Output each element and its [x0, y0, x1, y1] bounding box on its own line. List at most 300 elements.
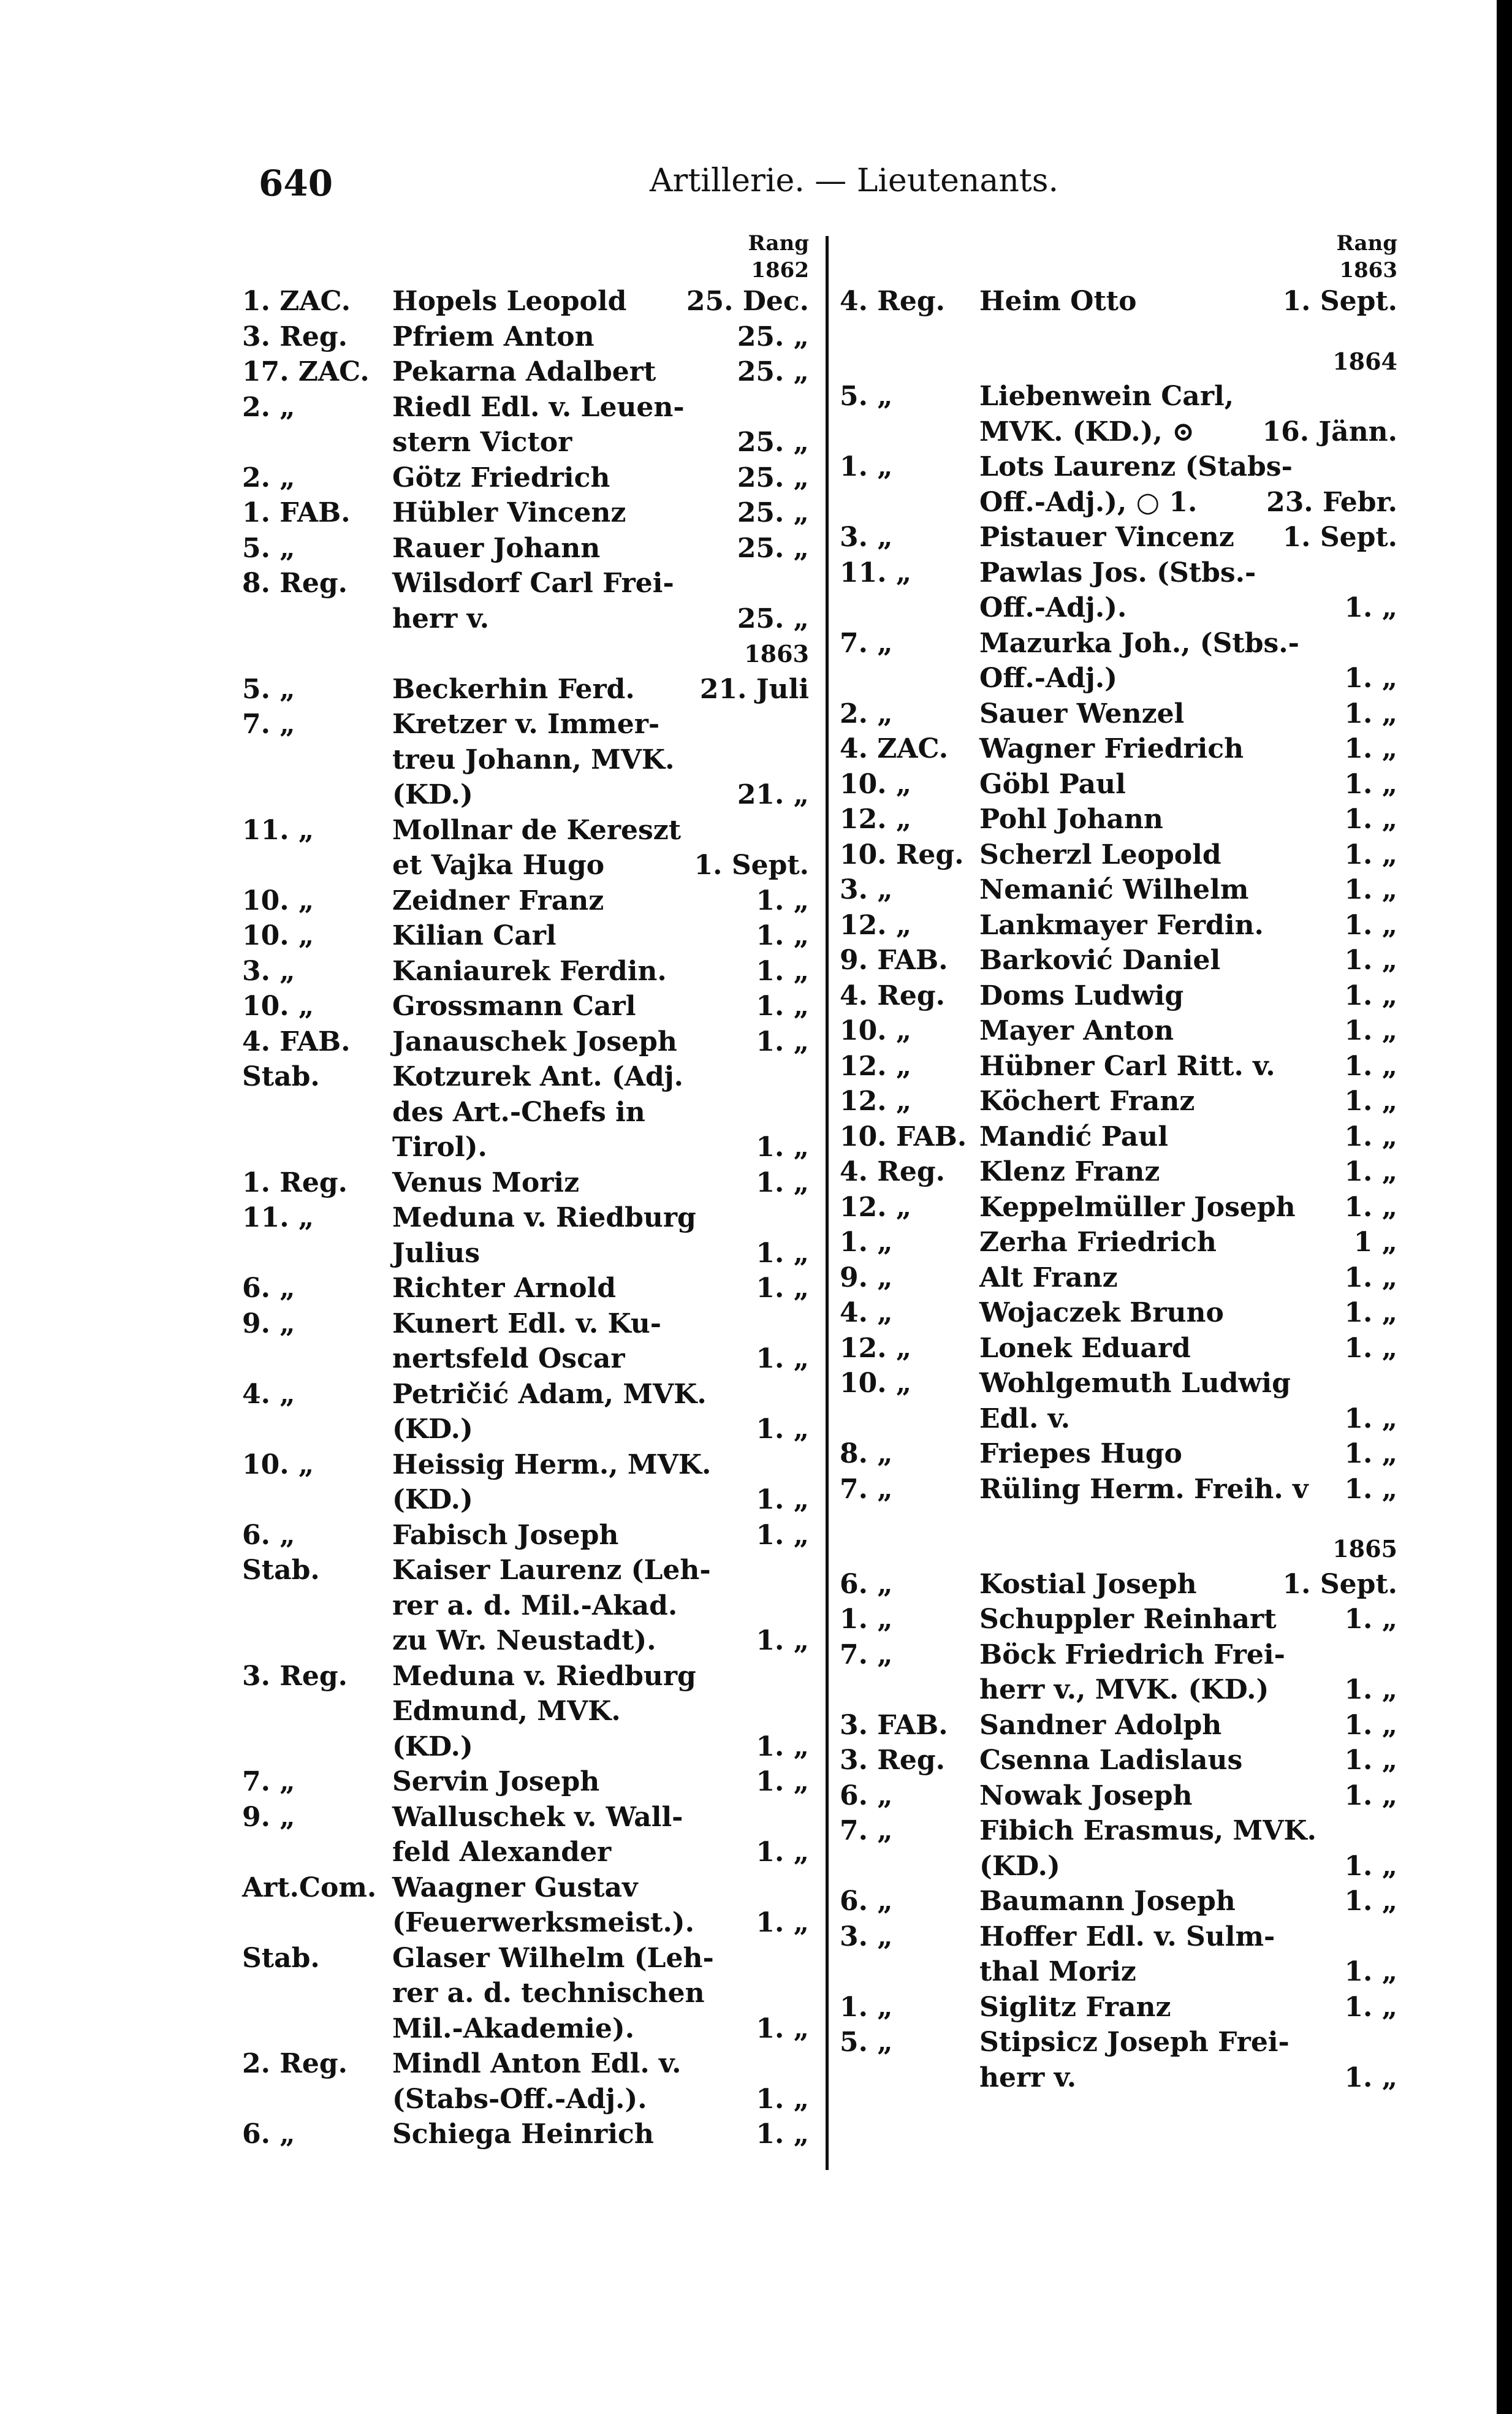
officer-name: Stipsicz Joseph Frei-	[979, 2027, 1290, 2058]
list-item	[840, 1436, 1397, 1472]
corps-unit: 6. „	[242, 1273, 295, 1304]
officer-name: Lots Laurenz (Stabs-	[979, 451, 1293, 482]
corps-unit: 2. „	[242, 391, 295, 423]
officer-name: (Feuerwerksmeist.).	[392, 1907, 694, 1938]
rank-year: 1863	[744, 640, 809, 668]
list-item	[242, 883, 809, 919]
officer-name: Servin Joseph	[392, 1766, 600, 1797]
corps-unit: 3. „	[840, 1921, 893, 1952]
corps-unit: 5. „	[242, 673, 295, 705]
rank-date: 1. „	[1344, 1850, 1397, 1882]
rank-date: 1. „	[1344, 1403, 1397, 1434]
corps-unit: 1. „	[840, 1604, 893, 1635]
list-item	[840, 1813, 1397, 1849]
list-item	[242, 1059, 809, 1095]
officer-name: Riedl Edl. v. Leuen-	[392, 391, 685, 423]
officer-name: thal Moriz	[979, 1956, 1136, 1987]
rank-date: 1 „	[1353, 1227, 1397, 1258]
list-item	[242, 1623, 809, 1659]
corps-unit: 4. Reg.	[840, 286, 945, 317]
officer-name: Sandner Adolph	[979, 1709, 1222, 1741]
officer-name: Baumann Joseph	[979, 1886, 1236, 1917]
rank-date: 1. „	[1344, 980, 1397, 1011]
rank-date: 1. „	[756, 1837, 809, 1868]
list-item	[242, 1659, 809, 1694]
list-item	[840, 1849, 1397, 1884]
corps-unit: 3. FAB.	[840, 1709, 948, 1741]
list-item	[840, 1295, 1397, 1331]
corps-unit: 5. „	[840, 2027, 893, 2058]
officer-name: Mayer Anton	[979, 1015, 1174, 1046]
officer-name: Mindl Anton Edl. v.	[392, 2048, 682, 2079]
page-number: 640	[259, 162, 333, 204]
list-item	[840, 661, 1397, 696]
officer-name: Mollnar de Kereszt	[392, 814, 682, 846]
list-item	[840, 1084, 1397, 1119]
corps-unit: 3. „	[840, 522, 893, 553]
corps-unit: 1. Reg.	[242, 1167, 348, 1198]
list-item	[242, 2011, 809, 2047]
officer-name: Kretzer v. Immer-	[392, 709, 660, 740]
rank-date: 1. „	[1344, 1886, 1397, 1917]
rank-date: 1. „	[756, 885, 809, 916]
list-item	[242, 1518, 809, 1553]
list-item	[840, 2060, 1397, 2096]
corps-unit: 9. „	[242, 1801, 295, 1833]
rank-date: 1. „	[756, 1167, 809, 1198]
list-item	[840, 1672, 1397, 1708]
officer-name: Siglitz Franz	[979, 1991, 1171, 2023]
list-item	[840, 520, 1397, 555]
rank-date: 1. „	[1344, 1156, 1397, 1187]
officer-name: Petričić Adam, MVK.	[392, 1378, 707, 1410]
officer-name: Off.-Adj.)	[979, 663, 1117, 694]
corps-unit: 12. „	[840, 1086, 912, 1117]
list-item	[840, 1884, 1397, 1919]
page-title: Artillerie. — Lieutenants.	[650, 162, 1059, 199]
list-item	[242, 1236, 809, 1271]
corps-unit: 8. Reg.	[242, 568, 348, 599]
corps-unit: 10. „	[840, 768, 912, 800]
list-item	[242, 1412, 809, 1447]
officer-name: Richter Arnold	[392, 1273, 617, 1304]
list-item	[242, 1130, 809, 1165]
rank-date: 1. „	[1344, 1191, 1397, 1223]
list-item	[242, 1165, 809, 1201]
list-item	[840, 978, 1397, 1014]
list-item	[840, 1637, 1397, 1673]
list-item	[242, 390, 809, 425]
officer-name: (KD.)	[392, 1484, 473, 1515]
rank-date: 1. „	[1344, 1332, 1397, 1364]
list-item	[840, 1778, 1397, 1814]
rank-date: 1. „	[1344, 1297, 1397, 1328]
list-item	[242, 672, 809, 707]
list-item	[840, 1919, 1397, 1955]
rank-date: 1. „	[1344, 663, 1397, 694]
corps-unit: 6. „	[840, 1886, 893, 1917]
officer-name: nertsfeld Oscar	[392, 1343, 625, 1374]
list-item	[242, 954, 809, 989]
corps-unit: 7. „	[840, 627, 893, 659]
rank-date: 1. „	[1344, 1438, 1397, 1469]
rank-date: 1. „	[1344, 698, 1397, 729]
officer-name: Rauer Johann	[392, 532, 601, 564]
officer-name: Kunert Edl. v. Ku-	[392, 1308, 662, 1339]
officer-name: Keppelmüller Joseph	[979, 1191, 1296, 1223]
corps-unit: Stab.	[242, 1942, 320, 1974]
officer-name: Hoffer Edl. v. Sulm-	[979, 1921, 1275, 1952]
corps-unit: 12. „	[840, 1050, 912, 1082]
corps-unit: 4. „	[242, 1378, 295, 1410]
corps-unit: 11. „	[840, 557, 912, 588]
right-column	[840, 230, 1397, 2095]
list-item	[840, 943, 1397, 978]
rank-date: 1. „	[756, 1484, 809, 1515]
list-item	[242, 1553, 809, 1588]
corps-unit: 2. „	[242, 462, 295, 493]
rank-date: 1. „	[1344, 768, 1397, 800]
corps-unit: 7. „	[840, 1815, 893, 1846]
corps-unit: 6. „	[242, 1519, 295, 1551]
list-item	[840, 2025, 1397, 2060]
corps-unit: 1. ZAC.	[242, 286, 351, 317]
list-item	[840, 1190, 1397, 1225]
rank-date: 1. „	[1344, 1745, 1397, 1776]
rang-header	[242, 230, 809, 284]
officer-name: Kilian Carl	[392, 920, 557, 951]
officer-name: rer a. d. technischen	[392, 1978, 705, 2009]
spacer	[840, 1507, 1397, 1531]
corps-unit: 9. „	[242, 1308, 295, 1339]
officer-name: feld Alexander	[392, 1837, 612, 1868]
rank-year: 1865	[1332, 1535, 1397, 1563]
officer-name: herr v.	[979, 2062, 1077, 2093]
corps-unit: 10. FAB.	[840, 1121, 967, 1152]
rang-label: Rang	[1336, 231, 1397, 256]
officer-name: Böck Friedrich Frei-	[979, 1639, 1285, 1670]
list-item	[242, 354, 809, 390]
scan-edge	[1497, 0, 1512, 2414]
list-item	[242, 601, 809, 637]
officer-name: Fabisch Joseph	[392, 1519, 619, 1551]
corps-unit: 4. Reg.	[840, 980, 945, 1011]
rank-date: 1. „	[756, 920, 809, 951]
corps-unit: 10. „	[242, 885, 314, 916]
rank-date: 1. „	[1344, 839, 1397, 870]
list-item	[242, 707, 809, 742]
rank-date: 25. Dec.	[686, 286, 809, 317]
rank-date: 1. „	[756, 1273, 809, 1304]
list-item	[840, 872, 1397, 908]
officer-name: Wohlgemuth Ludwig	[979, 1368, 1291, 1399]
list-item	[840, 1366, 1397, 1401]
officer-name: Meduna v. Riedburg	[392, 1202, 696, 1233]
rank-year: 1864	[1332, 347, 1397, 375]
officer-name: Lonek Eduard	[979, 1332, 1191, 1364]
corps-unit: 5. „	[840, 381, 893, 412]
corps-unit: 2. „	[840, 698, 893, 729]
list-item	[242, 848, 809, 883]
list-item	[840, 626, 1397, 661]
officer-name: Beckerhin Ferd.	[392, 673, 635, 705]
rang-header	[840, 230, 1397, 284]
corps-unit: 9. FAB.	[840, 945, 948, 976]
corps-unit: 1. „	[840, 1227, 893, 1258]
rank-date: 23. Febr.	[1266, 486, 1397, 518]
officer-name: Fibich Erasmus, MVK.	[979, 1815, 1316, 1846]
rank-date: 1. „	[1344, 1991, 1397, 2023]
officer-name: Mazurka Joh., (Stbs.-	[979, 627, 1299, 659]
officer-name: des Art.-Chefs in	[392, 1096, 645, 1128]
corps-unit: 3. Reg.	[242, 1660, 348, 1692]
column-divider	[826, 236, 829, 2170]
list-item	[840, 1331, 1397, 1366]
officer-name: Pfriem Anton	[392, 321, 595, 352]
rank-date: 1. „	[756, 1132, 809, 1163]
officer-name: Heissig Herm., MVK.	[392, 1449, 712, 1480]
officer-name: Zeidner Franz	[392, 885, 604, 916]
officer-name: Mil.-Akademie).	[392, 2012, 635, 2044]
list-item	[840, 1119, 1397, 1155]
rank-date: 1. „	[1344, 804, 1397, 835]
corps-unit: 3. „	[840, 874, 893, 905]
corps-unit: 9. „	[840, 1262, 893, 1293]
officer-name: Wojaczek Bruno	[979, 1297, 1224, 1328]
officer-name: et Vajka Hugo	[392, 850, 605, 881]
officer-name: (KD.)	[392, 1414, 473, 1445]
list-item	[242, 1694, 809, 1729]
list-item	[242, 1377, 809, 1412]
rang-year: 1862	[751, 258, 809, 283]
list-item	[840, 1472, 1397, 1507]
list-item	[242, 1306, 809, 1342]
list-item	[242, 1941, 809, 1976]
corps-unit: 10. „	[242, 1449, 314, 1480]
list-item	[840, 555, 1397, 591]
rank-date: 1. „	[1344, 1780, 1397, 1811]
officer-name: Edmund, MVK.	[392, 1696, 621, 1727]
corps-unit: 12. „	[840, 1191, 912, 1223]
rank-date: 1. Sept.	[694, 850, 809, 881]
officer-name: Mandić Paul	[979, 1121, 1168, 1152]
corps-unit: 17. ZAC.	[242, 356, 370, 387]
rank-date: 1. „	[1344, 909, 1397, 941]
corps-unit: Stab.	[242, 1555, 320, 1586]
rank-date: 1. „	[1344, 1604, 1397, 1635]
officer-name: Kaiser Laurenz (Leh-	[392, 1555, 711, 1586]
officer-name: Hübler Vincenz	[392, 497, 626, 528]
rank-date: 1. „	[756, 1731, 809, 1762]
officer-name: Schiega Heinrich	[392, 2119, 654, 2150]
officer-name: Wagner Friedrich	[979, 733, 1244, 764]
list-item	[840, 590, 1397, 626]
rank-date: 1. „	[1344, 1050, 1397, 1082]
list-item	[242, 495, 809, 531]
officer-name: Scherzl Leopold	[979, 839, 1221, 870]
officer-name: rer a. d. Mil.-Akad.	[392, 1590, 678, 1621]
officer-name: Hübner Carl Ritt. v.	[979, 1050, 1275, 1082]
officer-name: Götz Friedrich	[392, 462, 610, 493]
officer-name: Nemanić Wilhelm	[979, 874, 1249, 905]
list-item	[840, 1743, 1397, 1778]
list-item	[840, 731, 1397, 767]
officer-name: Hopels Leopold	[392, 286, 627, 317]
officer-name: Edl. v.	[979, 1403, 1071, 1434]
officer-name: Rüling Herm. Freih. v	[979, 1473, 1309, 1505]
list-item	[242, 460, 809, 496]
officer-name: Friepes Hugo	[979, 1438, 1182, 1469]
officer-name: treu Johann, MVK.	[392, 744, 675, 775]
rank-date: 1. „	[756, 991, 809, 1022]
officer-name: Lankmayer Ferdin.	[979, 909, 1264, 941]
list-item	[242, 1976, 809, 2011]
officer-name: Pistauer Vincenz	[979, 522, 1234, 553]
rank-date: 25. „	[737, 427, 809, 458]
rank-date: 1. „	[1344, 1262, 1397, 1293]
corps-unit: 1. „	[840, 1991, 893, 2023]
officer-name: Kaniaurek Ferdin.	[392, 955, 667, 987]
rank-date: 1. „	[1344, 1015, 1397, 1046]
list-item	[840, 414, 1397, 450]
left-column	[242, 230, 809, 2152]
corps-unit: 3. „	[242, 955, 295, 987]
officer-name: Kotzurek Ant. (Adj.	[392, 1061, 683, 1092]
officer-name: Schuppler Reinhart	[979, 1604, 1277, 1635]
rank-date: 1. „	[756, 2119, 809, 2150]
list-item	[242, 566, 809, 601]
list-item	[840, 802, 1397, 837]
corps-unit: 10. „	[242, 991, 314, 1022]
officer-name: Waagner Gustav	[392, 1871, 638, 1903]
corps-unit: 4. Reg.	[840, 1156, 945, 1187]
corps-unit: 6. „	[840, 1780, 893, 1811]
officer-name: Venus Moriz	[392, 1167, 580, 1198]
list-item	[242, 918, 809, 954]
spacer	[840, 319, 1397, 344]
corps-unit: 7. „	[242, 709, 295, 740]
officer-name: Doms Ludwig	[979, 980, 1184, 1011]
rank-date: 1. Sept.	[1282, 286, 1397, 317]
list-item	[242, 1095, 809, 1130]
list-item	[242, 531, 809, 566]
officer-name: Grossmann Carl	[392, 991, 636, 1022]
rank-date: 1. „	[1344, 1473, 1397, 1505]
rank-date: 1. Sept.	[1282, 522, 1397, 553]
rank-date: 1. „	[756, 1519, 809, 1551]
list-item	[242, 1764, 809, 1800]
list-item	[840, 1260, 1397, 1296]
corps-unit: 3. Reg.	[840, 1745, 945, 1776]
list-item	[242, 742, 809, 778]
rank-date: 25. „	[737, 497, 809, 528]
list-item	[840, 485, 1397, 520]
list-item	[840, 1013, 1397, 1049]
rank-date: 1. „	[1344, 945, 1397, 976]
rank-date: 25. „	[737, 462, 809, 493]
officer-name: Off.-Adj.).	[979, 592, 1127, 623]
rank-date: 21. „	[737, 779, 809, 810]
list-item	[840, 1154, 1397, 1190]
rang-label: Rang	[748, 231, 809, 256]
list-item	[242, 284, 809, 319]
list-item	[242, 777, 809, 813]
list-item	[840, 837, 1397, 873]
list-item	[242, 425, 809, 460]
officer-name: Barković Daniel	[979, 945, 1221, 976]
corps-unit: 6. „	[242, 2119, 295, 2150]
rank-date: 1. „	[756, 1237, 809, 1269]
corps-unit: 4. FAB.	[242, 1026, 351, 1057]
list-item	[840, 1225, 1397, 1260]
corps-unit: 7. „	[840, 1473, 893, 1505]
list-item	[840, 696, 1397, 732]
rank-date: 1. „	[756, 1343, 809, 1374]
officer-name: Wilsdorf Carl Frei-	[392, 568, 674, 599]
rank-date: 1. „	[756, 2012, 809, 2044]
officer-name: Pawlas Jos. (Stbs.-	[979, 557, 1256, 588]
list-item	[840, 1049, 1397, 1084]
rank-date: 1. „	[756, 1625, 809, 1656]
list-item	[840, 1708, 1397, 1743]
officer-name: Zerha Friedrich	[979, 1227, 1217, 1258]
corps-unit: 10. „	[840, 1015, 912, 1046]
list-item	[242, 813, 809, 848]
officer-name: Julius	[392, 1237, 480, 1269]
officer-name: Off.-Adj.), ○ 1.	[979, 486, 1198, 518]
list-item	[242, 2046, 809, 2082]
officer-name: Klenz Franz	[979, 1156, 1160, 1187]
list-item	[242, 1271, 809, 1306]
corps-unit: 10. „	[840, 1368, 912, 1399]
officer-name: Göbl Paul	[979, 768, 1126, 800]
rank-date: 25. „	[737, 532, 809, 564]
corps-unit: 10. „	[242, 920, 314, 951]
list-item	[242, 2117, 809, 2152]
officer-name: (KD.)	[392, 1731, 473, 1762]
rank-date: 1. „	[756, 2083, 809, 2115]
corps-unit: 2. Reg.	[242, 2048, 348, 2079]
rank-date: 1. „	[756, 1414, 809, 1445]
officer-name: Alt Franz	[979, 1262, 1118, 1293]
rank-date: 1. „	[1344, 592, 1397, 623]
corps-unit: 8. „	[840, 1438, 893, 1469]
list-item	[242, 319, 809, 355]
rank-date: 16. Jänn.	[1262, 416, 1397, 447]
rank-date: 21. Juli	[699, 673, 809, 705]
corps-unit: 11. „	[242, 814, 314, 846]
list-item	[242, 1024, 809, 1060]
rank-date: 1. Sept.	[1282, 1568, 1397, 1600]
corps-unit: 7. „	[840, 1639, 893, 1670]
corps-unit: 1. FAB.	[242, 497, 351, 528]
list-item	[840, 284, 1397, 319]
officer-name: Heim Otto	[979, 286, 1137, 317]
officer-name: Köchert Franz	[979, 1086, 1195, 1117]
corps-unit: 4. ZAC.	[840, 733, 949, 764]
rank-date: 1. „	[1344, 1956, 1397, 1987]
list-item	[242, 1870, 809, 1906]
corps-unit: 12. „	[840, 804, 912, 835]
officer-name: (Stabs-Off.-Adj.).	[392, 2083, 647, 2115]
corps-unit: 11. „	[242, 1202, 314, 1233]
list-item	[242, 1729, 809, 1765]
rank-date: 1. „	[1344, 1121, 1397, 1152]
rank-date: 1. „	[1344, 2062, 1397, 2093]
list-item	[242, 2082, 809, 2117]
list-item	[242, 1200, 809, 1236]
list-item	[242, 989, 809, 1024]
